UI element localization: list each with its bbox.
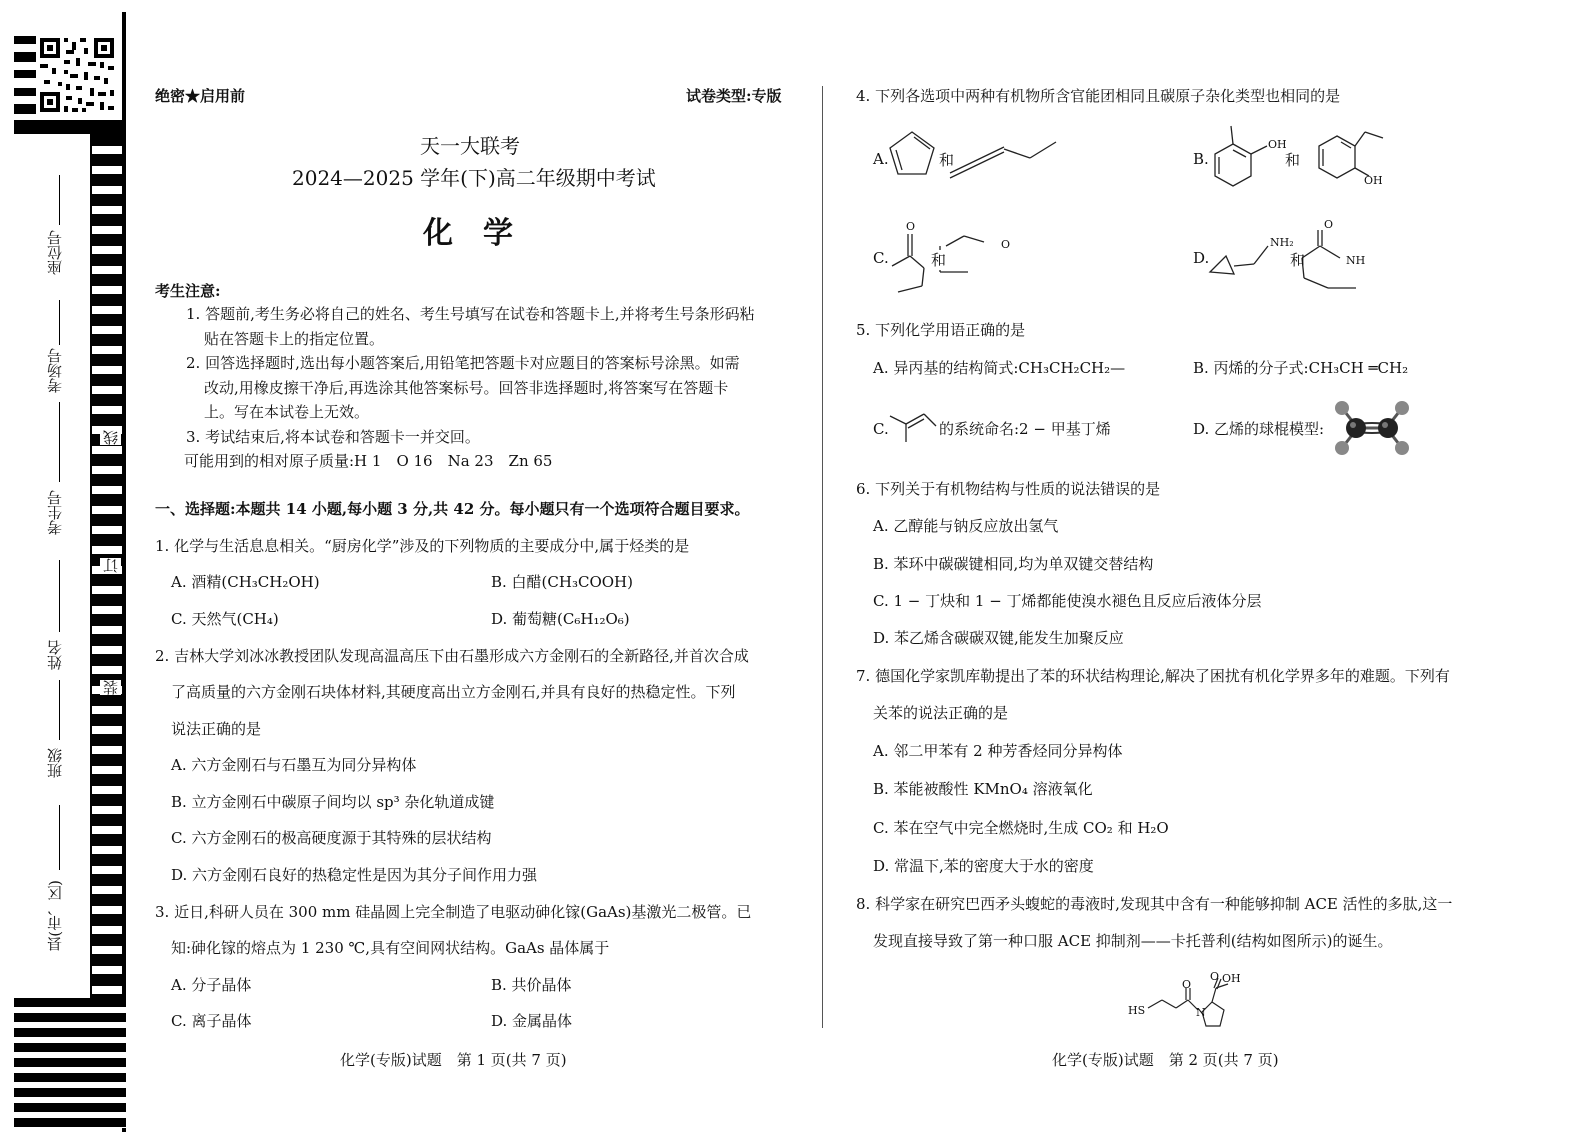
q6-option-b: B. 苯环中碳碳键相同,均为单双键交替结构 [873,555,1154,573]
q2-option-d: D. 六方金刚石良好的热稳定性是因为其分子间作用力强 [171,866,538,884]
section-heading: 一、选择题:本题共 14 小题,每小题 3 分,共 42 分。每小题只有一个选项符合题目要求。 [155,500,750,518]
q4-c-o1: O [906,220,916,233]
q5-option-d: D. 乙烯的球棍模型: [1193,420,1325,438]
field-county: 县(市、区) [46,880,64,952]
q5-option-c-label: C. [873,420,889,438]
q2-stem-3: 说法正确的是 [171,720,262,738]
q1-stem: 1. 化学与生活息息相关。“厨房化学”涉及的下列物质的主要成分中,属于烃类的是 [155,537,690,555]
q4-option-c-label: C. [873,249,889,267]
q4-d-nh2: NH₂ [1270,236,1294,249]
ethylene-model [1330,396,1414,460]
q8-stem-2: 发现直接导致了第一种口服 ACE 抑制剂——卡托普利(结构如图所示)的诞生。 [873,932,1393,950]
q8-o2: O [1210,970,1220,983]
qr-code [38,36,116,114]
q3-option-c: C. 离子晶体 [171,1012,252,1030]
q3-stem-2: 知:砷化镓的熔点为 1 230 ℃,具有空间网状结构。GaAs 晶体属于 [171,939,610,957]
notes-title: 考生注意: [155,282,221,300]
q4-option-b-label: B. [1193,150,1209,168]
q5-option-c: 的系统命名:2 − 甲基丁烯 [939,420,1111,438]
q8-stem-1: 8. 科学家在研究巴西矛头蝮蛇的毒液时,发现其中含有一种能够抑制 ACE 活性的多肽,这一 [856,895,1453,913]
q4-c-and: 和 [931,251,947,269]
q1-option-d: D. 葡萄糖(C₆H₁₂O₆) [491,610,630,628]
q4-b-oh1: OH [1268,138,1287,151]
q7-option-b: B. 苯能被酸性 KMnO₄ 溶液氧化 [873,780,1093,798]
q2-stem-1: 2. 吉林大学刘冰冰教授团队发现高温高压下由石墨形成六方金刚石的全新路径,并首次合成 [155,647,749,665]
q4-d-o: O [1324,218,1334,231]
q5-stem: 5. 下列化学用语正确的是 [856,321,1026,339]
field-id: 考生号 [46,490,64,535]
q3-option-a: A. 分子晶体 [171,976,252,994]
q2-stem-2: 了高质量的六方金刚石块体材料,其硬度高出立方金刚石,并具有良好的热稳定性。下列 [171,683,736,701]
q1-option-b: B. 白醋(CH₃COOH) [491,573,633,591]
q3-option-d: D. 金属晶体 [491,1012,573,1030]
q2-option-b: B. 立方金刚石中碳原子间均以 sp³ 杂化轨道成键 [171,793,495,811]
q7-option-a: A. 邻二甲苯有 2 种芳香烃同分异构体 [873,742,1123,760]
column-divider [822,86,823,1028]
q3-option-b: B. 共价晶体 [491,976,572,994]
q2-option-a: A. 六方金刚石与石墨互为同分异构体 [171,756,417,774]
q7-stem-1: 7. 德国化学家凯库勒提出了苯的环状结构理论,解决了困扰有机化学界多年的难题。下列有 [856,667,1450,685]
field-seat: 座位号 [46,230,64,275]
q4-c-o2: O [1001,238,1011,251]
q4-d-and: 和 [1290,251,1306,269]
q8-oh: OH [1222,972,1241,985]
secret-label: 绝密★启用前 [155,87,246,105]
exam-title: 2024—2025 学年(下)高二年级期中考试 [292,166,656,190]
field-room: 考场号 [46,348,64,393]
q8-o1: O [1182,978,1192,991]
q8-hs: HS [1128,1004,1146,1017]
paper-type: 试卷类型:专版 [686,87,782,105]
q6-stem: 6. 下列关于有机物结构与性质的说法错误的是 [856,480,1161,498]
q5-option-a: A. 异丙基的结构简式:CH₃CH₂CH₂— [873,359,1126,377]
q7-option-c: C. 苯在空气中完全燃烧时,生成 CO₂ 和 H₂O [873,819,1169,837]
q1-option-a: A. 酒精(CH₃CH₂OH) [171,573,320,591]
q2-option-c: C. 六方金刚石的极高硬度源于其特殊的层状结构 [171,829,492,847]
q4-option-a-label: A. [873,150,889,168]
mark-line: 线 [102,430,120,445]
notes: 1. 答题前,考生务必将自己的姓名、考生号填写在试卷和答题卡上,并将考生号条形码粘 贴在答题卡上的指定位置。 2. 回答选择题时,选出每小题答案后,用铅笔把答题卡对应题目的答案标号涂黑。如需 改动,用橡皮擦干净后,再选涂其他答案标号。回答非选择题时,将答案写在答题卡 上。写在本试卷上无效。 3. 考试结束后,将本试卷和答题卡一并交回。 可能用到的相对原子质量:H 1 O 16 Na 23 Zn 65 [184,305,755,470]
q6-option-c: C. 1 − 丁炔和 1 − 丁烯都能使溴水褪色且反应后液体分层 [873,592,1262,610]
binding-strip [0,0,130,1138]
q4-b-oh2: OH [1364,174,1383,187]
org-title: 天一大联考 [420,134,520,158]
q4-a-and: 和 [939,151,955,169]
q1-option-c: C. 天然气(CH₄) [171,610,279,628]
q4-option-d-label: D. [1193,249,1210,267]
mark-fix: 装 [102,680,120,695]
field-name: 姓名 [46,640,64,670]
q8-n: N [1196,1006,1206,1019]
q3-stem-1: 3. 近日,科研人员在 300 mm 硅晶圆上完全制造了电驱动砷化镓(GaAs)基激光二极管。已 [155,903,752,921]
subject-title: 化 学 [423,216,513,251]
mark-bind: 订 [102,558,120,573]
footer-page-1: 化学(专版)试题 第 1 页(共 7 页) [340,1051,567,1069]
q5-c-structure [888,410,938,444]
q5-option-b: B. 丙烯的分子式:CH₃CH ═CH₂ [1193,359,1409,377]
q7-stem-2: 关苯的说法正确的是 [873,704,1009,722]
q7-option-d: D. 常温下,苯的密度大于水的密度 [873,857,1094,875]
q4-a-structures [884,128,1064,188]
field-class: 班级 [46,748,64,778]
q4-d-nh: NH [1346,254,1366,267]
q4-stem: 4. 下列各选项中两种有机物所含官能团相同且碳原子杂化类型也相同的是 [856,87,1341,105]
footer-page-2: 化学(专版)试题 第 2 页(共 7 页) [1052,1051,1279,1069]
q6-option-a: A. 乙醇能与钠反应放出氢气 [873,517,1059,535]
q6-option-d: D. 苯乙烯含碳碳双键,能发生加聚反应 [873,629,1124,647]
q4-b-and: 和 [1285,151,1301,169]
